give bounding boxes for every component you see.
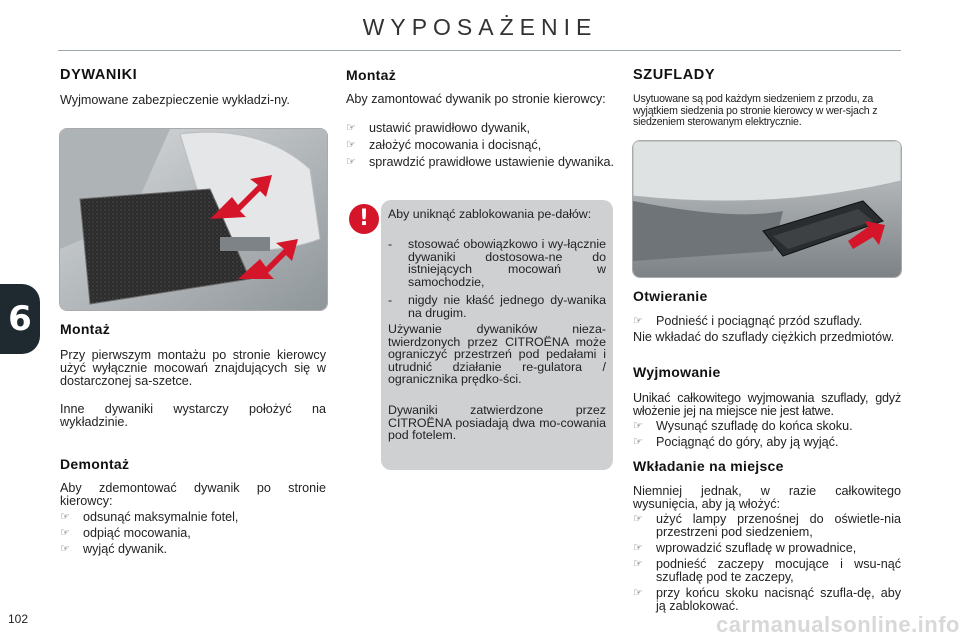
section-heading-dywaniki: DYWANIKI [60,67,138,83]
pointing-hand-icon: ☞ [346,122,356,134]
warning-dash-item: - stosować obowiązkowo i wy-łącznie dywaniki dostosowa-ne do istniejących mocowań w samochodzie, [388,237,606,289]
pointing-hand-icon: ☞ [346,156,356,168]
page-title: WYPOSAŻENIE [362,14,598,40]
list-item: ☞ użyć lampy przenośnej do oświetle-nia przestrzeni pod siedzeniem, [633,512,901,539]
warning-intro: Aby uniknąć zablokowania pe-dałów: [388,207,592,221]
otwieranie-paragraph: Nie wkładać do szuflady ciężkich przedmiotów. [633,330,895,344]
list-item: ☞ Pociągnąć do góry, aby ją wyjąć. [633,435,839,449]
pointing-hand-icon: ☞ [633,542,643,554]
section-heading-otwieranie: Otwieranie [633,288,708,304]
list-item: ☞ odpiąć mocowania, [60,526,191,540]
pointing-hand-icon: ☞ [633,513,643,525]
section-heading-szuflady: SZUFLADY [633,67,716,83]
list-item: ☞ odsunąć maksymalnie fotel, [60,510,239,524]
list-item: ☞ wyjąć dywanik. [60,542,167,556]
exclamation-icon: ! [349,204,379,234]
demontaz-intro: Aby zdemontować dywanik po stronie kierowcy: [60,481,326,508]
page-number: 102 [8,612,29,626]
pointing-hand-icon: ☞ [633,436,643,448]
list-item: ☞ podnieść zaczepy mocujące i wsu-nąć szufladę pod te zaczepy, [633,557,901,584]
pointing-hand-icon: ☞ [633,587,643,599]
section-heading-wyjmowanie: Wyjmowanie [633,364,721,380]
warning-paragraph-1: Używanie dywaników nieza-twierdzonych przez CITROËNA może ograniczyć przestrzeń pod pedałami i utrudnić działanie re-gulatora / ogranicznika prędko-ści. [388,322,606,386]
list-item: ☞ Podnieść i pociągnąć przód szuflady. [633,314,863,328]
montaz-paragraph-2: Inne dywaniki wystarczy położyć na wykładzinie. [60,402,326,429]
list-item: ☞ ustawić prawidłowo dywanik, [346,121,530,135]
drawer-photo [632,140,902,278]
pointing-hand-icon: ☞ [60,511,70,523]
pointing-hand-icon: ☞ [346,139,356,151]
wkladanie-paragraph: Niemniej jednak, w razie całkowitego wysunięcia, aby ją włożyć: [633,484,901,511]
section-heading-montaz-2: Montaż [346,67,397,83]
section-heading-montaz-1: Montaż [60,321,111,337]
list-item: ☞ Wysunąć szufladę do końca skoku. [633,419,853,433]
szuflady-intro: Usytuowane są pod każdym siedzeniem z przodu, za wyjątkiem siedzenia po stronie kierowcy w wer-sjach z siedzeniem sterowanym elektrycznie. [633,93,878,128]
pointing-hand-icon: ☞ [633,420,643,432]
wyjmowanie-paragraph: Unikać całkowitego wyjmowania szuflady, gdyż włożenie jej na miejsce nie jest łatwe. [633,391,901,418]
pointing-hand-icon: ☞ [60,527,70,539]
watermark: carmanualsonline.info [716,612,960,637]
chapter-tab [0,284,40,354]
warning-dash-item: - nigdy nie kłaść jednego dy-wanika na drugim. [388,293,606,320]
section-heading-demontaz: Demontaż [60,456,130,472]
list-item: ☞ wprowadzić szufladę w prowadnice, [633,541,857,555]
list-item: ☞ przy końcu skoku nacisnąć szufla-dę, aby ją zablokować. [633,586,901,613]
warning-paragraph-2: Dywaniki zatwierdzone przez CITROËNA posiadają dwa mo-cowania pod fotelem. [388,403,606,442]
chapter-number: 6 [8,299,32,339]
pointing-hand-icon: ☞ [633,315,643,327]
montaz-paragraph-1: Przy pierwszym montażu po stronie kierowcy użyć wyłącznie mocowań znajdujących się w dostarczonej sa-szetce. [60,348,326,388]
header-divider [58,50,901,51]
pointing-hand-icon: ☞ [633,558,643,570]
dywaniki-intro: Wyjmowane zabezpieczenie wykładzi-ny. [60,93,290,107]
floor-mat-photo [59,128,328,311]
list-item: ☞ sprawdzić prawidłowe ustawienie dywanika. [346,155,614,169]
montaz-intro: Aby zamontować dywanik po stronie kierowcy: [346,92,606,106]
pointing-hand-icon: ☞ [60,543,70,555]
list-item: ☞ założyć mocowania i docisnąć, [346,138,542,152]
section-heading-wkladanie: Wkładanie na miejsce [633,458,784,474]
